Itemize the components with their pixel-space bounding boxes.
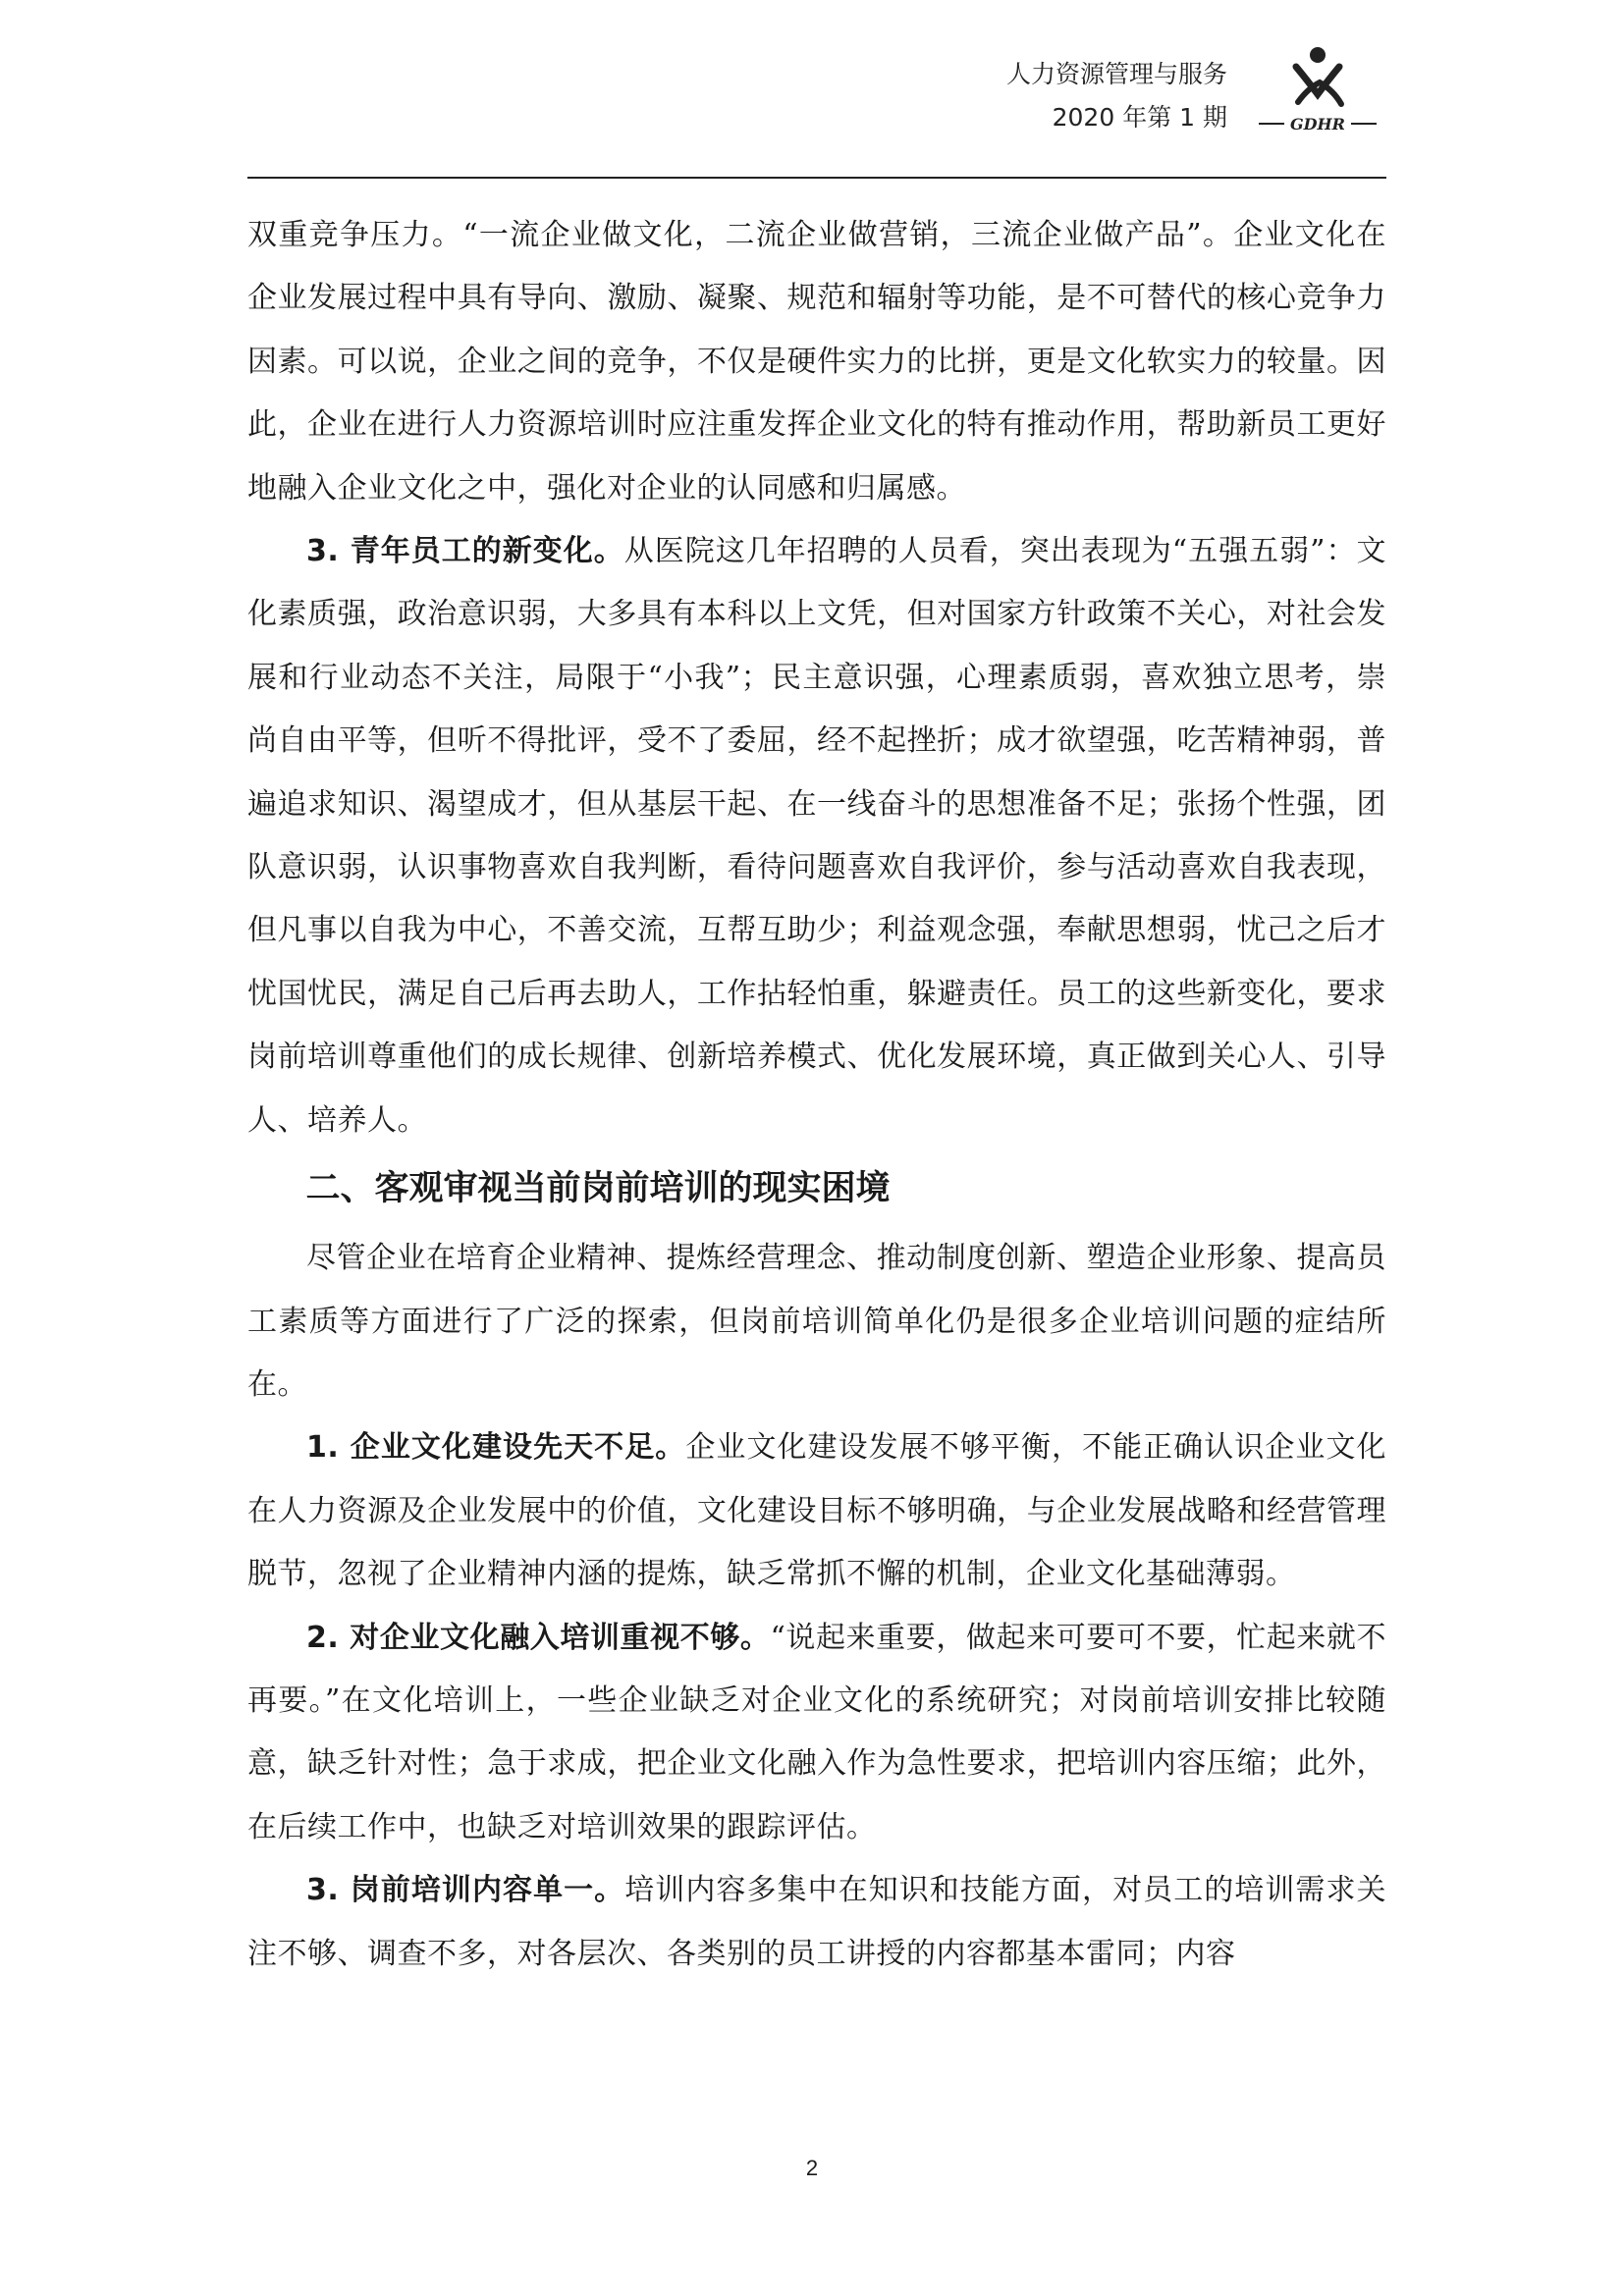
page-header	[247, 39, 1386, 177]
header-rule	[247, 177, 1386, 179]
paragraph-lead: 3. 青年员工的新变化。	[306, 534, 624, 569]
paragraph-lead: 3. 岗前培训内容单一。	[306, 1873, 625, 1908]
article-body	[247, 204, 1386, 1986]
paragraph-lead: 1. 企业文化建设先天不足。	[306, 1430, 686, 1466]
page-number: 2	[805, 2156, 819, 2180]
journal-info	[1006, 53, 1227, 139]
paragraph: 尽管企业在培育企业精神、提炼经营理念、推动制度创新、塑造企业形象、提高员工素质等方面进行了广泛的探索，但岗前培训简单化仍是很多企业培训问题的症结所在。	[247, 1241, 1386, 1402]
issue-number: 2020 年第 1 期	[1052, 103, 1227, 132]
paragraph: 2. 对企业文化融入培训重视不够。“说起来重要，做起来可要可不要，忙起来就不再要。”在文化培训上，一些企业缺乏对企业文化的系统研究；对岗前培训安排比较随意，缺乏针对性；急于求成，把企业文化融入作为急性要求，把培训内容压缩；此外，在后续工作中，也缺乏对培训效果的跟踪评估。	[247, 1620, 1386, 1844]
gdhr-logo-icon	[1249, 39, 1386, 137]
section-heading: 二、客观审视当前岗前培训的现实困境	[305, 1169, 891, 1209]
paragraph: 3. 岗前培训内容单一。培训内容多集中在知识和技能方面，对员工的培训需求关注不够、调查不多，对各层次、各类别的员工讲授的内容都基本雷同；内容	[247, 1873, 1387, 1971]
svg-text:GDHR: GDHR	[1290, 115, 1345, 133]
paragraph: 3. 青年员工的新变化。从医院这几年招聘的人员看，突出表现为“五强五弱”：文化素质强，政治意识弱，大多具有本科以上文凭，但对国家方针政策不关心，对社会发展和行业动态不关注，局限于“小我”；民主意识强，心理素质弱，喜欢独立思考，崇尚自由平等，但听不得批评，受不了委屈，经不起挫折；成才欲望强，吃苦精神弱，普遍追求知识、渴望成才，但从基层干起、在一线奋斗的思想准备不足；张扬个性强，团队意识弱，认识事物喜欢自我判断，看待问题喜欢自我评价，参与活动喜欢自我表现，但凡事以自我为中心，不善交流，互帮互助少；利益观念强，奉献思想弱，忧己之后才忧国忧民，满足自己后再去助人，工作拈轻怕重，躲避责任。员工的这些新变化，要求岗前培训尊重他们的成长规律、创新培养模式、优化发展环境，真正做到关心人、引导人、培养人。	[247, 534, 1386, 1138]
paragraph: 1. 企业文化建设先天不足。企业文化建设发展不够平衡，不能正确认识企业文化在人力资源及企业发展中的价值，文化建设目标不够明确，与企业发展战略和经营管理脱节，忽视了企业精神内涵的提炼，缺乏常抓不懈的机制，企业文化基础薄弱。	[247, 1430, 1386, 1592]
paragraph-lead: 2. 对企业文化融入培训重视不够。	[306, 1620, 771, 1655]
paragraph: 双重竞争压力。“一流企业做文化，二流企业做营销，三流企业做产品”。企业文化在企业发展过程中具有导向、激励、凝聚、规范和辐射等功能，是不可替代的核心竞争力因素。可以说，企业之间的竞争，不仅是硬件实力的比拼，更是文化软实力的较量。因此，企业在进行人力资源培训时应注重发挥企业文化的特有推动作用，帮助新员工更好地融入企业文化之中，强化对企业的认同感和归属感。	[247, 218, 1386, 506]
journal-title: 人力资源管理与服务	[1005, 60, 1227, 88]
